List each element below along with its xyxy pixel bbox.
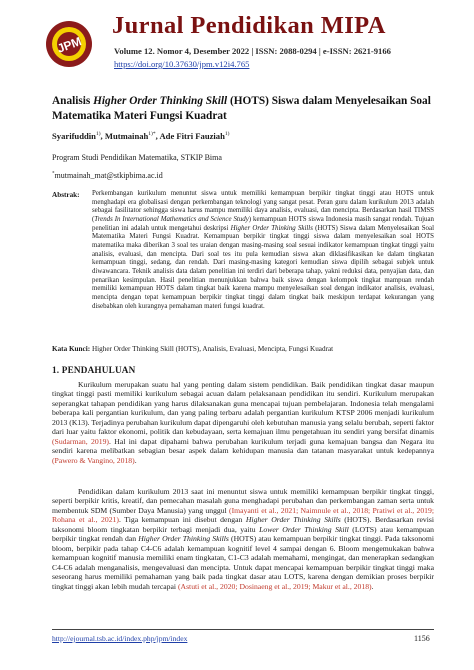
citation-link[interactable]: (Sudarman, 2019) [52,436,109,446]
article-title: Analisis Higher Order Thinking Skill (HOTS) Siswa dalam Menyelesaikan Soal Matematika Materi Fungsi Kuadrat [52,95,431,122]
journal-title: Jurnal Pendidikan MIPA [112,12,386,39]
section-heading: 1. PENDAHULUAN [52,365,136,375]
page-number: 1156 [414,634,430,643]
footer-divider [52,629,434,630]
affiliation: Program Studi Pendidikan Matematika, STKIP Bima [52,153,222,162]
abstract-label: Abstrak: [52,191,80,199]
footer-journal-link[interactable]: http://ejournal.tsb.ac.id/index.php/jpm/index [52,634,188,643]
body-paragraph: Kurikulum merupakan suatu hal yang penting dalam sistem pendidikan. Baik pendidikan tingkat dasar maupun tingkat tinggi pasti memiliki kurikulum sebagai acuan dalam pelaksanaan pendidikan itu sendiri. Kurikulum merupakan seperangkat tahapan pendidikan yang harus dilaksanakan guna mencapai tujuan pembelajaran. Indonesia telah mengalami beberapa kali pergantian kurikulum, dan yang paling terbaru adalah pergantian kurikulum KTSP 2006 menjadi kurikulum 2013 (K13). Terjadinya perubahan kurikulum dapat dipengaruhi oleh kebutuhan manusia yang selalu berubah, seperti faktor dari luar yaitu faktor ekonomi, politik dan kebudayaan, serta kemajuan ilmu pengetahuan itu sendiri yang bersifat dinamis (Sudarman, 2019). Hal ini dapat dipahami bahwa perubahan kurikulum terjadi guna kemajuan bangsa dan Negara itu sendiri karena melibatkan sebagian besar aspek dalam kehidupan manusia dan tatanan masyarakat untuk kedepannya (Pawero & Vangino, 2018). [52,380,434,465]
keywords: Kata Kunci: Higher Order Thinking Skill (HOTS), Analisis, Evaluasi, Mencipta, Fungsi Kuadrat [52,345,334,353]
citation-link[interactable]: (Pawero & Vangino, 2018) [52,455,135,465]
author-name: Syarifuddin [52,131,96,141]
author-name: Ade Fitri Fauziah [159,131,225,141]
journal-header [0,0,474,95]
journal-logo [44,14,94,78]
author-name: Mutmainah [104,131,149,141]
body-paragraph: Pendidikan dalam kurikulum 2013 saat ini menuntut siswa untuk memiliki kemampuan berpikir tingkat tinggi, seperti berpikir kritis, kreatif, dan pemecahan masalah guna menghadapi perubahan dan perkembangan zaman serta untuk membentuk SDM (Sumber Daya Manusia) yang unggul (Imayanti et al., 2021; Naimnule et al., 2018; Pratiwi et al., 2019; Rohana et al., 2021). Tiga kemampuan ini disebut dengan Higher Order Thinking Skills (HOTS). Berdasarkan revisi taksonomi bloom tingkatan berpikir terbagi menjadi dua, yaitu Lower Order Thinking Skill (LOTS) atau kemampuan berpikir tingkat rendah dan Higher Order Thinking Skills (HOTS) atau kemampuan berpikir tingkat tinggi. Pada taksonomi bloom, berpikir pada tahap C4-C6 adalah kemampuan kognitif level 4 sampai dengan 6. Bloom mengemukakan bahwa kemampuan kognitif manusia memiliki enam tingkatan, C1-C3 adalah memahami, mengingat, dan menerapkan sedangkan C4-C6 adalah menganalisis, mengevaluasi dan mencipta. Untuk dapat mencapai kemampuan berpikir tingkat tinggi maka seseorang harus memiliki pemahaman yang baik pada tingkat dasar atau LOTS, karena dengan demikian proses berpikir tingkat tinggi akan lebih mudah tercapai (Astuti et al., 2020; Dosinaeng et al., 2019; Makur et al., 2018). [52,487,435,591]
issue-info: Volume 12. Nomor 4, Desember 2022 | ISSN: 2088-0294 | e-ISSN: 2621-9166 [114,46,391,56]
corresponding-email: *mutmainah_mat@stkipbima.ac.id [52,171,163,180]
svg-text:JPM: JPM [55,34,84,56]
citation-link[interactable]: (Imayanti et al., 2021; Naimnule et al., 2018; Pratiwi et al., 2019; Rohana et al., 2021) [52,505,434,525]
citation-link[interactable]: (Astuti et al., 2020; Dosinaeng et al., 2019; Makur et al., 2018) [177,581,372,591]
abstract-body: Perkembangan kurikulum menuntut siswa untuk memiliki kemampuan berpikir tingkat tinggi atau HOTS untuk menghadapi era globalisasi dengan perkembangan teknologi yang sangat pesat. Peran guru dalam kurikulum 2013 adalah sebagai fasilitator sehingga siswa harus mampu memiliki daya analisis, evaluasi, dan mencipta. Berdasarkan hasil TIMSS (Trends In International Mathematics and Science Study) kemampuan HOTS siswa Indonesia masih sangat rendah. Tujuan penelitian ini adalah untuk mengetahui deskripsi Higher Order Thinking Skills (HOTS) Siswa dalam Menyelesaikan Soal Matematika Materi Fungsi Kuadrat. Kemampuan berpikir tingkat tinggi siswa dalam menyelesaikan soal HOTS matematika maka diberikan 3 soal tes uraian dengan masing-masing soal sesuai indikator kemampuan tingkat tinggi yaitu analisis, evaluasi, dan mencipta. Dari soal tes itu pula kemudian siswa akan diklasifikasikan ke dalam tingkatan kemampuan tinggi, sedang, dan rendah. Dari masing-masing kategori kemudian siswa dipilih sebagai subjek untuk diwawancara. Teknik analisis data dalam penelitian ini terdiri dari beberapa tahap, yakni reduksi data, penyajian data, dan penarikan kesimpulan. Hasil penelitian menunjukkan bahwa baik siswa dengan kelompok tingkat mampuan rendah memiliki kemampuan HOTS dalam tingkat baik karena mampu menyelesaikan soal dengan indikator analisis, evaluasi, mencipta dengan tepat kemampuan berpikir tingkat tinggi dalam tingkat baik meskipun terdapat kekurangan yang disebabkan oleh kurangnya pemahaman materi fungsi kuadrat. [92,190,434,310]
doi-link[interactable]: https://doi.org/10.37630/jpm.v12i4.765 [114,59,250,69]
author-list: Syarifuddin$^{1)}$, Mutmainah$^{1)*}$, Ade Fitri Fauziah$^{1)}$ [52,131,230,141]
